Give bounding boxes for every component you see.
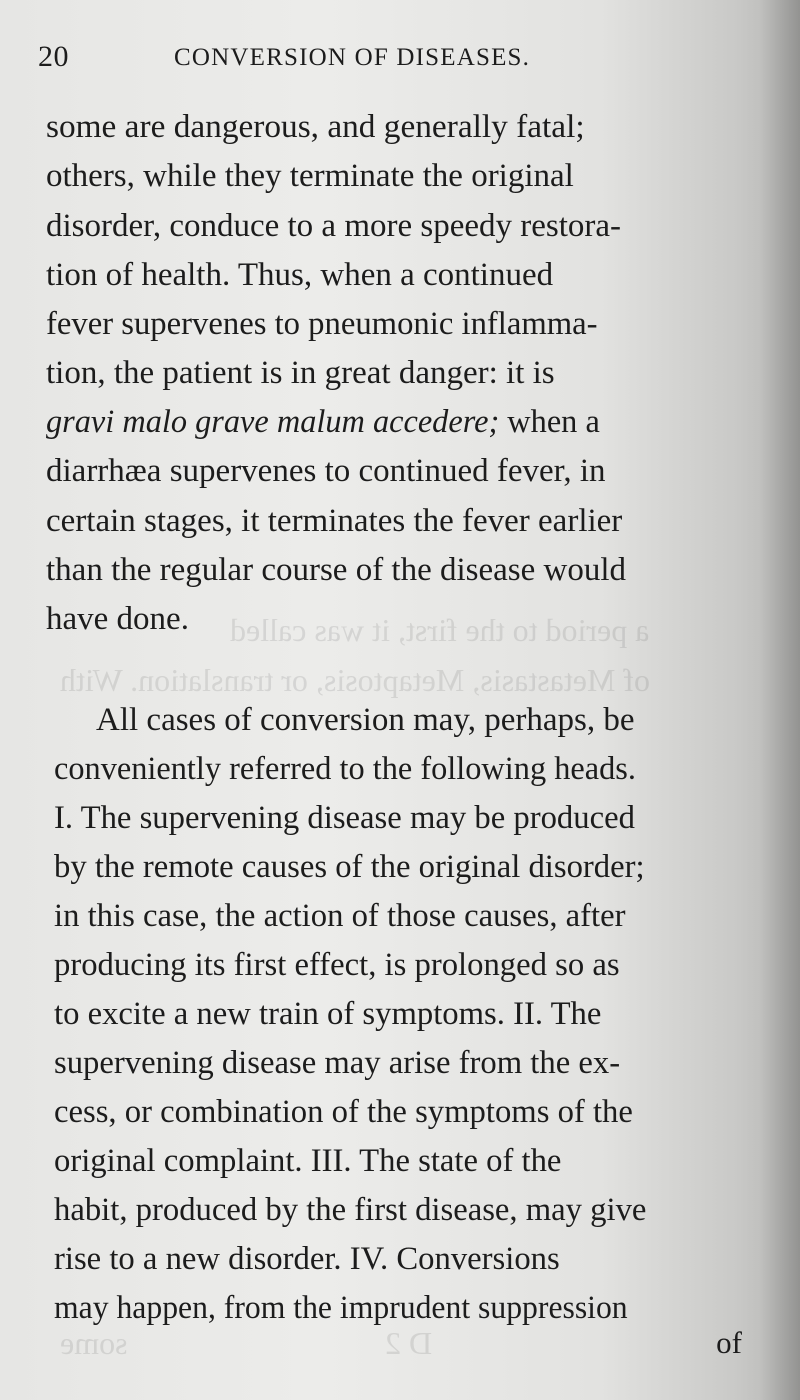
spine-shadow [760,0,800,1400]
show-through-text: a period to the first, it was called [230,612,650,648]
text-line: to excite a new train of symptoms. II. The [54,996,602,1032]
text-line: others, while they terminate the original [46,158,574,194]
page-header [38,40,758,84]
latin-phrase: gravi malo grave malum accedere; [46,404,500,440]
running-head: CONVERSION OF DISEASES. [174,44,531,71]
text-line: certain stages, it terminates the fever earlier [46,503,623,539]
catchword: of [716,1325,742,1360]
text-line: producing its first effect, is prolonged so as [54,947,620,983]
page-number: 20 [38,40,69,73]
text-line: supervening disease may arise from the ex- [54,1045,621,1081]
show-through-text: some [60,1325,128,1361]
text-line: I. The supervening disease may be produced [54,800,635,836]
text-line: may happen, from the imprudent suppression [54,1290,628,1326]
text-line: diarrhæa supervenes to continued fever, in [46,453,606,489]
text-line: original complaint. III. The state of the [54,1143,562,1179]
text-line: All cases of conversion may, perhaps, be [96,702,635,738]
text-line: habit, produced by the first disease, may give [54,1192,647,1228]
text-line: some are dangerous, and generally fatal; [46,109,585,145]
text-line: disorder, conduce to a more speedy restora- [46,208,622,244]
text-line: by the remote causes of the original disorder; [54,849,645,885]
text-line: in this case, the action of those causes, after [54,898,626,934]
text-line [46,402,600,442]
show-through-text: D 2 [385,1325,433,1361]
text-span: when a [499,404,600,440]
text-line: than the regular course of the disease would [46,552,627,588]
text-line: conveniently referred to the following heads. [54,751,636,787]
text-line: tion of health. Thus, when a continued [46,257,554,293]
show-through-text: of Metastasis, Metaptosis, or translation. With [60,662,651,698]
text-line: fever supervenes to pneumonic inflamma- [46,306,598,342]
text-line: have done. [46,601,189,637]
text-line: cess, or combination of the symptoms of the [54,1094,633,1130]
text-line: rise to a new disorder. IV. Conversions [54,1241,560,1277]
text-line: tion, the patient is in great danger: it is [46,355,555,391]
